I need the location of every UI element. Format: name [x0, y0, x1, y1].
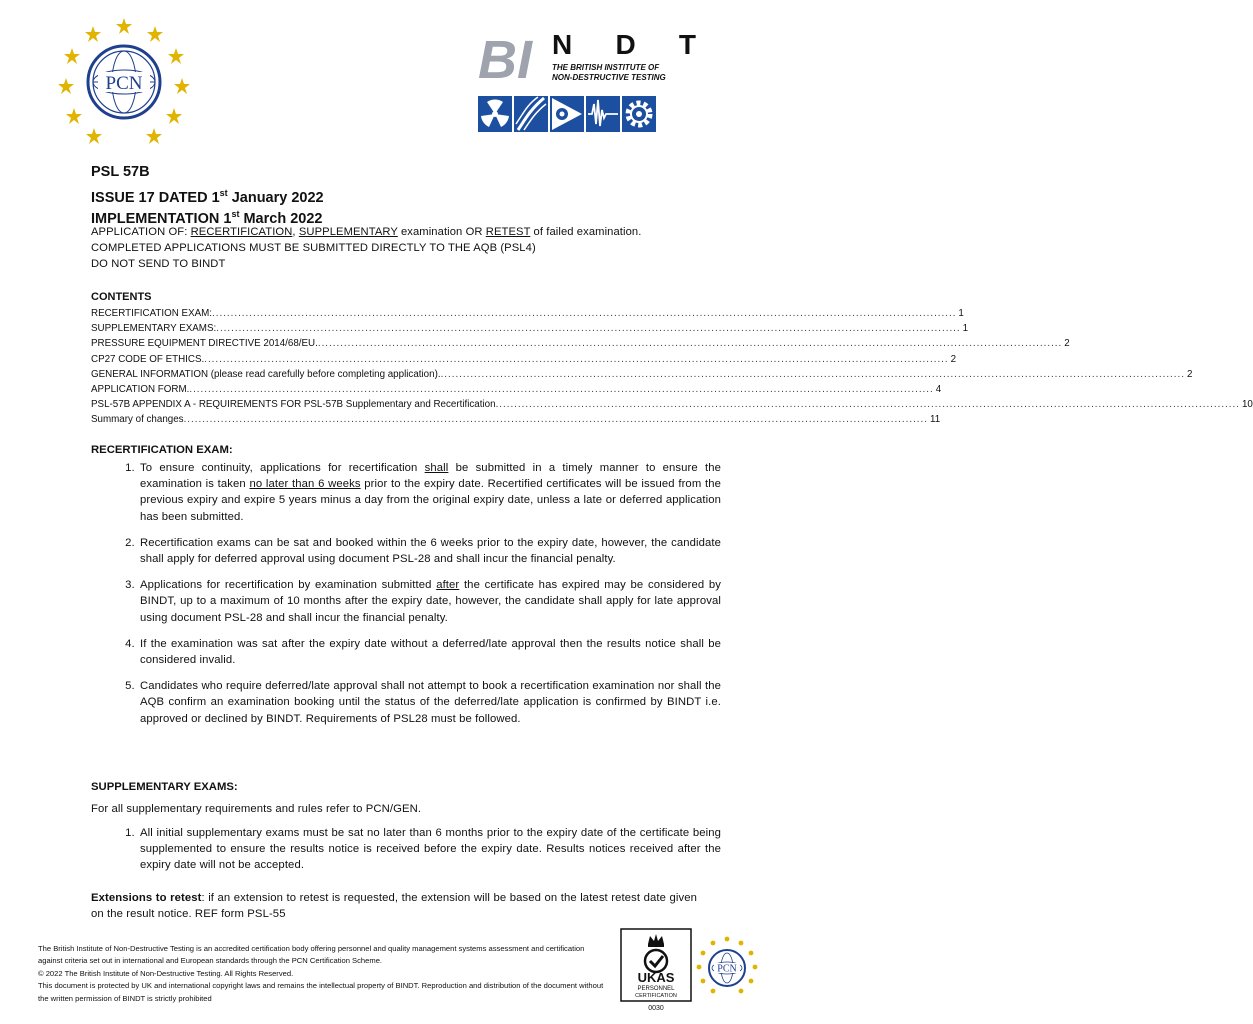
toc-entry-label: SUPPLEMENTARY EXAMS: [91, 323, 217, 335]
toc-entry[interactable] [91, 352, 957, 367]
gear-icon [622, 96, 656, 132]
ukas-personnel: PERSONNEL [637, 986, 675, 992]
recert-item-1: 1. To ensure continuity, applications for recertification shall be submitted in a timely manner to ensure the examination is taken no later than 6 weeks prior to the expiry date. Recertified certificates will be issued from the previous expiry and expire 5 years minus a day from the original expiry date, unless a late or deferred application has been submitted. [138, 460, 721, 525]
ukas-certification: CERTIFICATION [635, 993, 677, 999]
toc-leader-dots: ........................................................................................................................................................................................................ [440, 368, 1185, 380]
toc-leader-dots: ........................................................................................................................................................................................................ [216, 323, 961, 335]
toc-leader-dots: ........................................................................................................................................................................................................ [317, 338, 1063, 350]
toc-entry-page: 11 [929, 414, 941, 426]
toc-entry[interactable] [91, 321, 969, 336]
toc-entry-label: Summary of changes [91, 414, 184, 426]
toc-entry-label: GENERAL INFORMATION (please read carefully before completing application). [91, 368, 441, 380]
recert-item-3: 3. Applications for recertification by examination submitted after the certificate has expired may be considered by BINDT, up to a maximum of 10 months after the expiry date, however, the candidate shall apply for late approval using document PSL-28 and shall incur the financial penalty. [138, 577, 721, 626]
bindt-logo-line1: THE BRITISH INSTITUTE OF [552, 63, 660, 72]
radiation-icon [478, 96, 512, 132]
do-not-send-notice: DO NOT SEND TO BINDT [91, 258, 226, 270]
bindt-logo-line2: NON-DESTRUCTIVE TESTING [552, 73, 666, 82]
bindt-logo-bi: BI [478, 30, 532, 90]
pcn-logo-text: PCN [105, 73, 143, 94]
toc-entry[interactable] [91, 306, 964, 321]
doc-code: PSL 57B [91, 164, 150, 180]
toc-entry-label: RECERTIFICATION EXAM: [91, 308, 213, 319]
footer-text [38, 943, 610, 1005]
toc-entry[interactable] [91, 367, 1193, 382]
toc-entry-label: CP27 CODE OF ETHICS. [91, 353, 205, 365]
contents-heading: CONTENTS [91, 291, 152, 303]
supplementary-heading: SUPPLEMENTARY EXAMS: [91, 781, 238, 793]
toc-entry[interactable] [91, 336, 1070, 351]
recert-item-2: 2. Recertification exams can be sat and booked within the 6 weeks prior to the expiry date, however, the candidate shall apply for deferred approval using document PSL-28 and shall incur the financial penalty. [138, 535, 721, 567]
magnetic-flux-icon [514, 96, 548, 132]
issue-date: ISSUE 17 DATED 1st January 2022 [91, 188, 324, 206]
pcn-small-text: PCN [717, 963, 737, 975]
toc-entry-label: PSL-57B APPENDIX A - REQUIREMENTS FOR PSL-57B Supplementary and Recertification [91, 399, 496, 411]
toc-entry-label: APPLICATION FORM. [91, 384, 190, 396]
toc-leader-dots: ........................................................................................................................................................................................................ [204, 353, 949, 365]
recert-item-5: 5. Candidates who require deferred/late approval shall not attempt to book a recertification examination nor shall the AQB confirm an examination booking until the status of the deferred/late application is confirmed by BINDT i.e. approved or declined by BINDT. Requirements of PSL28 must be followed. [138, 678, 721, 727]
toc-entry[interactable] [91, 397, 1253, 412]
ukas-number: 0030 [648, 1005, 664, 1012]
toc-entry-page: 1 [962, 323, 969, 335]
application-of-line: APPLICATION OF: RECERTIFICATION, SUPPLEMENTARY examination OR RETEST of failed examination. [91, 226, 642, 238]
submission-instruction: COMPLETED APPLICATIONS MUST BE SUBMITTED DIRECTLY TO THE AQB (PSL4) [91, 242, 536, 254]
ukas-name: UKAS [637, 970, 675, 985]
footer-accreditation: The British Institute of Non-Destructive Testing is an accredited certification body offering personnel and quality management systems assessment and certification against criteria set out in international and European standards through the PCN Certification Scheme. [38, 944, 585, 966]
recertification-heading: RECERTIFICATION EXAM: [91, 444, 233, 456]
ultrasonic-wave-icon [586, 96, 620, 132]
toc-leader-dots: ........................................................................................................................................................................................................ [495, 399, 1240, 411]
bindt-logo [478, 30, 700, 140]
toc-entry-page: 4 [935, 384, 942, 396]
toc-entry-page: 2 [950, 353, 957, 365]
supp-item-1: 1. All initial supplementary exams must be sat no later than 6 months prior to the expiry date of the certificate being supplemented to ensure the results notice is received before the expiry date. Results notices received after the expiry date will not be accepted. [138, 825, 721, 874]
footer-copyright: © 2022 The British Institute of Non-Destructive Testing. All Rights Reserved. [38, 968, 294, 978]
toc-entry[interactable] [91, 382, 942, 397]
pcn-small-logo [696, 936, 758, 998]
supplementary-intro: For all supplementary requirements and rules refer to PCN/GEN. [91, 803, 422, 815]
pcn-logo [58, 14, 190, 146]
supplementary-list [114, 825, 721, 884]
toc-leader-dots: ........................................................................................................................................................................................................ [183, 414, 928, 426]
toc-entry-label: PRESSURE EQUIPMENT DIRECTIVE 2014/68/EU. [91, 338, 318, 350]
recertification-list [114, 460, 721, 737]
toc-entry-page: 10 [1241, 399, 1253, 411]
recert-item-4: 4. If the examination was sat after the expiry date without a deferred/late approval then the results notice shall be considered invalid. [138, 636, 721, 668]
toc-entry-page: 2 [1186, 368, 1193, 380]
implementation-date: IMPLEMENTATION 1st March 2022 [91, 209, 323, 227]
toc-entry-page: 2 [1064, 338, 1070, 350]
table-of-contents [91, 306, 1253, 428]
toc-entry[interactable] [91, 412, 941, 427]
toc-leader-dots: ........................................................................................................................................................................................................ [212, 308, 957, 319]
visual-eye-icon [550, 96, 584, 132]
toc-leader-dots: ........................................................................................................................................................................................................ [189, 384, 934, 396]
footer-ip-notice: This document is protected by UK and international copyright laws and remains the intellectual property of BINDT. Reproduction and distribution of the document without the written permission of BINDT is strictly prohibited [38, 981, 604, 1003]
toc-entry-page: 1 [958, 308, 964, 319]
ukas-accreditation-mark [620, 928, 692, 1014]
extensions-paragraph: Extensions to retest: if an extension to retest is requested, the extension will be based on the latest retest date given on the result notice. REF form PSL-55 [91, 892, 697, 921]
bindt-logo-ndt: NDT [552, 29, 696, 60]
